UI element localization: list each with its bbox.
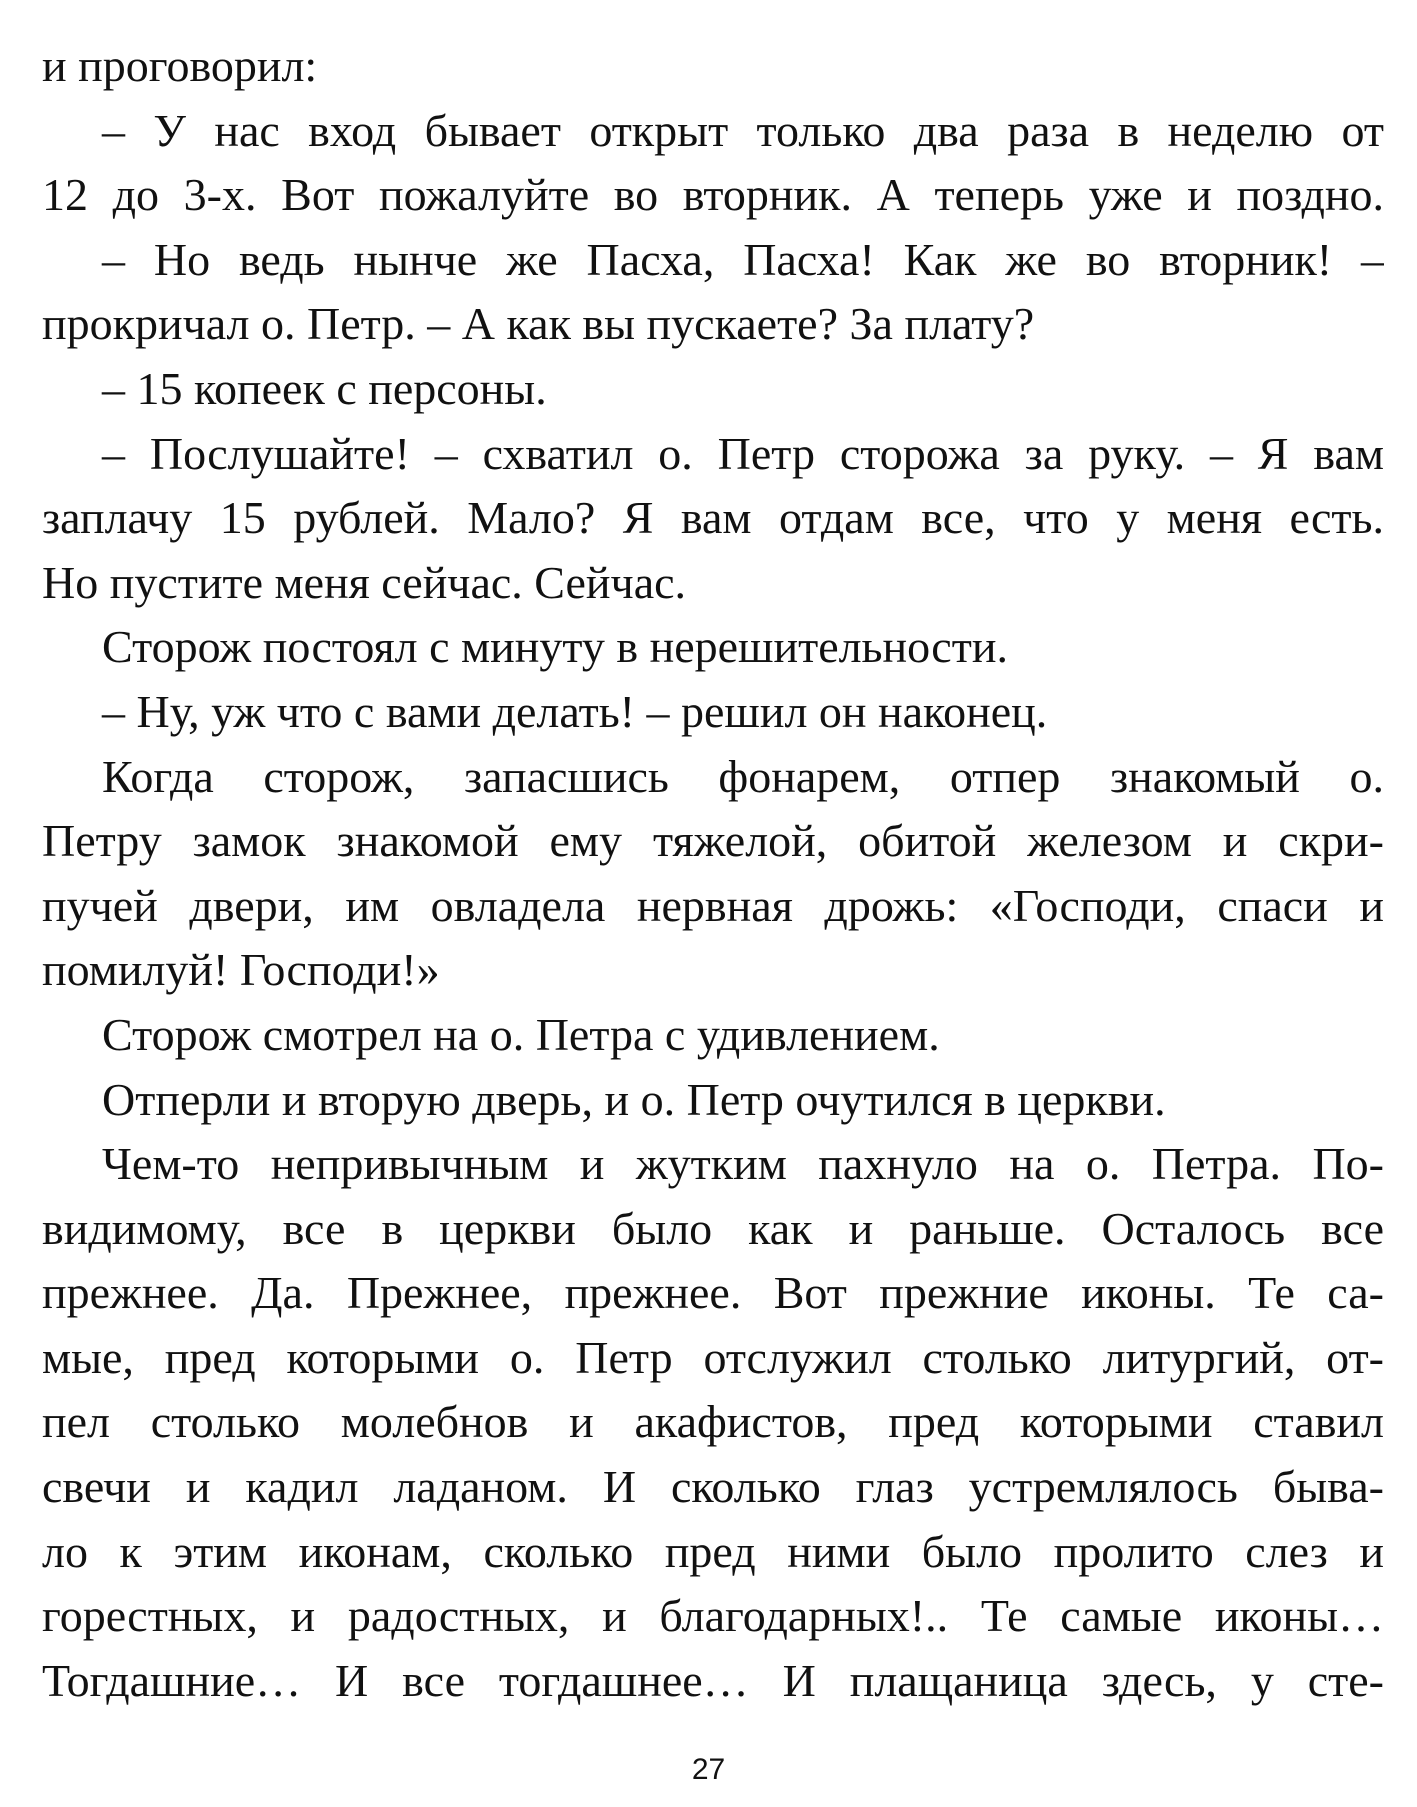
- text-line: заплачу 15 рублей. Мало? Я вам отдам все, что у меня есть.: [42, 492, 1384, 544]
- text-line: Тогдашние… И все тогдашнее… И плащаница здесь, у сте-: [42, 1654, 1384, 1706]
- text-line: и проговорил:: [42, 40, 318, 91]
- text-line: свечи и кадил ладаном. И сколько глаз устремлялось быва-: [42, 1461, 1384, 1513]
- text-line: прокричал о. Петр. – А как вы пускаете? За плату?: [42, 298, 1035, 350]
- text-line: Петру замок знакомой ему тяжелой, обитой железом и скри-: [42, 815, 1384, 867]
- text-line: Сторож смотрел на о. Петра с удивлением.: [102, 1008, 940, 1060]
- text-line: – Но ведь нынче же Пасха, Пасха! Как же во вторник! –: [102, 233, 1384, 285]
- text-line: Но пустите меня сейчас. Сейчас.: [42, 556, 687, 608]
- text-line: пел столько молебнов и акафистов, пред которыми ставил: [42, 1396, 1384, 1448]
- text-line: Когда сторож, запасшись фонарем, отпер знакомый о.: [102, 750, 1384, 802]
- text-line: пучей двери, им овладела нервная дрожь: «Господи, спаси и: [42, 879, 1384, 931]
- text-line: 12 до 3-х. Вот пожалуйте во вторник. А теперь уже и поздно.: [42, 169, 1384, 221]
- text-line: Отперли и вторую дверь, и о. Петр очутился в церкви.: [102, 1073, 1166, 1125]
- text-line: – Ну, уж что с вами делать! – решил он наконец.: [102, 685, 1048, 737]
- text-line: Чем-то непривычным и жутким пахнуло на о. Петра. По-: [102, 1138, 1384, 1190]
- page-body: [42, 34, 1384, 1724]
- text-line: – У нас вход бывает открыт только два раза в неделю от: [102, 104, 1384, 156]
- text-line: горестных, и радостных, и благодарных!.. Те самые иконы…: [42, 1590, 1384, 1642]
- text-line: ло к этим иконам, сколько пред ними было пролито слез и: [42, 1525, 1384, 1577]
- text-line: мые, пред которыми о. Петр отслужил столько литургий, от-: [42, 1331, 1384, 1383]
- text-line: прежнее. Да. Прежнее, прежнее. Вот прежние иконы. Те са-: [42, 1267, 1384, 1319]
- text-line: – Послушайте! – схватил о. Петр сторожа за руку. – Я вам: [102, 427, 1384, 479]
- text-line: видимому, все в церкви было как и раньше. Осталось все: [42, 1202, 1384, 1254]
- page-number: 27: [691, 1753, 726, 1786]
- body-text: [42, 34, 1384, 1713]
- text-line: помилуй! Господи!»: [42, 944, 440, 996]
- text-line: Сторож постоял с минуту в нерешительности.: [102, 621, 1008, 673]
- text-line: – 15 копеек с персоны.: [102, 362, 547, 414]
